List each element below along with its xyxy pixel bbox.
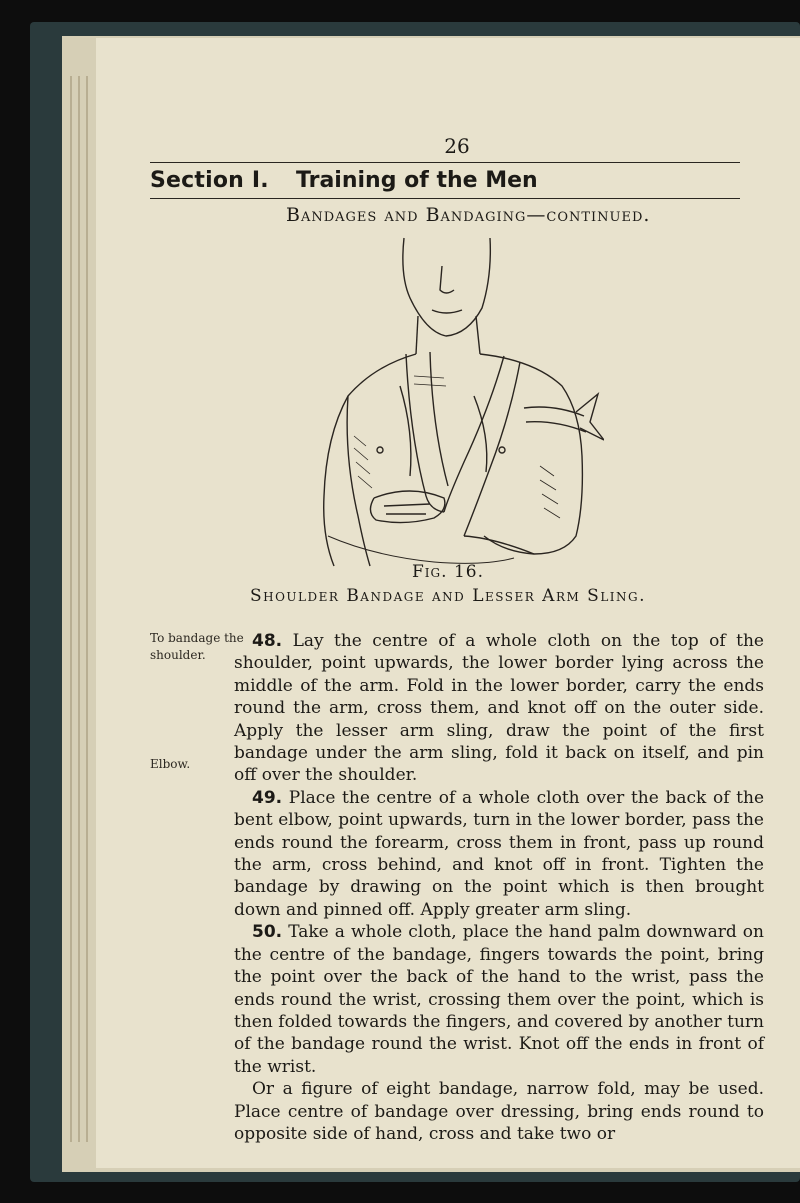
margin-note-shoulder: To bandage the shoulder. (150, 631, 244, 662)
header-rule-top (150, 162, 740, 163)
paragraph-50 (234, 921, 764, 1078)
paragraph-text: Take a whole cloth, place the hand palm downward on the centre of the bandage, fingers towards the point, bring the point over the back of the hand to the wrist, pass the ends round the wrist, crossing them over the point, which is then folded towards the fingers, and covered by another turn of the bandage round the wrist. Knot off the ends in front of the wrist. (234, 922, 764, 1077)
figure-label: Fig. 16. (412, 562, 484, 582)
chapter-title: Training of the Men (296, 168, 538, 193)
figure-title: Shoulder Bandage and Lesser Arm Sling. (249, 586, 647, 606)
shoulder-bandage-illustration (314, 236, 604, 568)
body-text (234, 630, 764, 1145)
paragraph-text: Place the centre of a whole cloth over the back of the bent elbow, point upwards, turn in the lower border, pass the ends round the forearm, cross them in front, pass up round the arm, cross behind, and knot off in front. Tighten the bandage by drawing on the point which is then brought down and pinned off. Apply greater arm sling. (234, 787, 764, 920)
page-edge (78, 76, 80, 1142)
page-number: 26 (444, 134, 470, 158)
paragraph-number: 48. (252, 631, 283, 651)
paragraph-number: 49. (252, 787, 283, 808)
section-label: Section I. (150, 168, 269, 193)
page-edge (86, 76, 88, 1142)
margin-note-elbow: Elbow. (150, 757, 191, 771)
paragraph-48 (234, 630, 764, 787)
header-rule-bottom (150, 198, 740, 199)
paragraph-text: Or a figure of eight bandage, narrow fold, may be used. Place centre of bandage over dressing, bring ends round to opposite side of hand, cross and take two or (234, 1079, 764, 1144)
page-edge (70, 76, 72, 1142)
book-page (96, 38, 800, 1168)
paragraph-49 (234, 787, 764, 921)
subheading: Bandages and Bandaging—continued. (286, 204, 651, 226)
paragraph-continuation (234, 1078, 764, 1145)
paragraph-number: 50. (252, 922, 283, 943)
paragraph-text: Lay the centre of a whole cloth on the top of the shoulder, point upwards, the lower border lying across the middle of the arm. Fold in the lower border, carry the ends round the arm, cross them, and knot off on the outer side. Apply the lesser arm sling, draw the point of the first bandage under the arm sling, fold it back on itself, and pin off over the shoulder. (234, 631, 764, 786)
